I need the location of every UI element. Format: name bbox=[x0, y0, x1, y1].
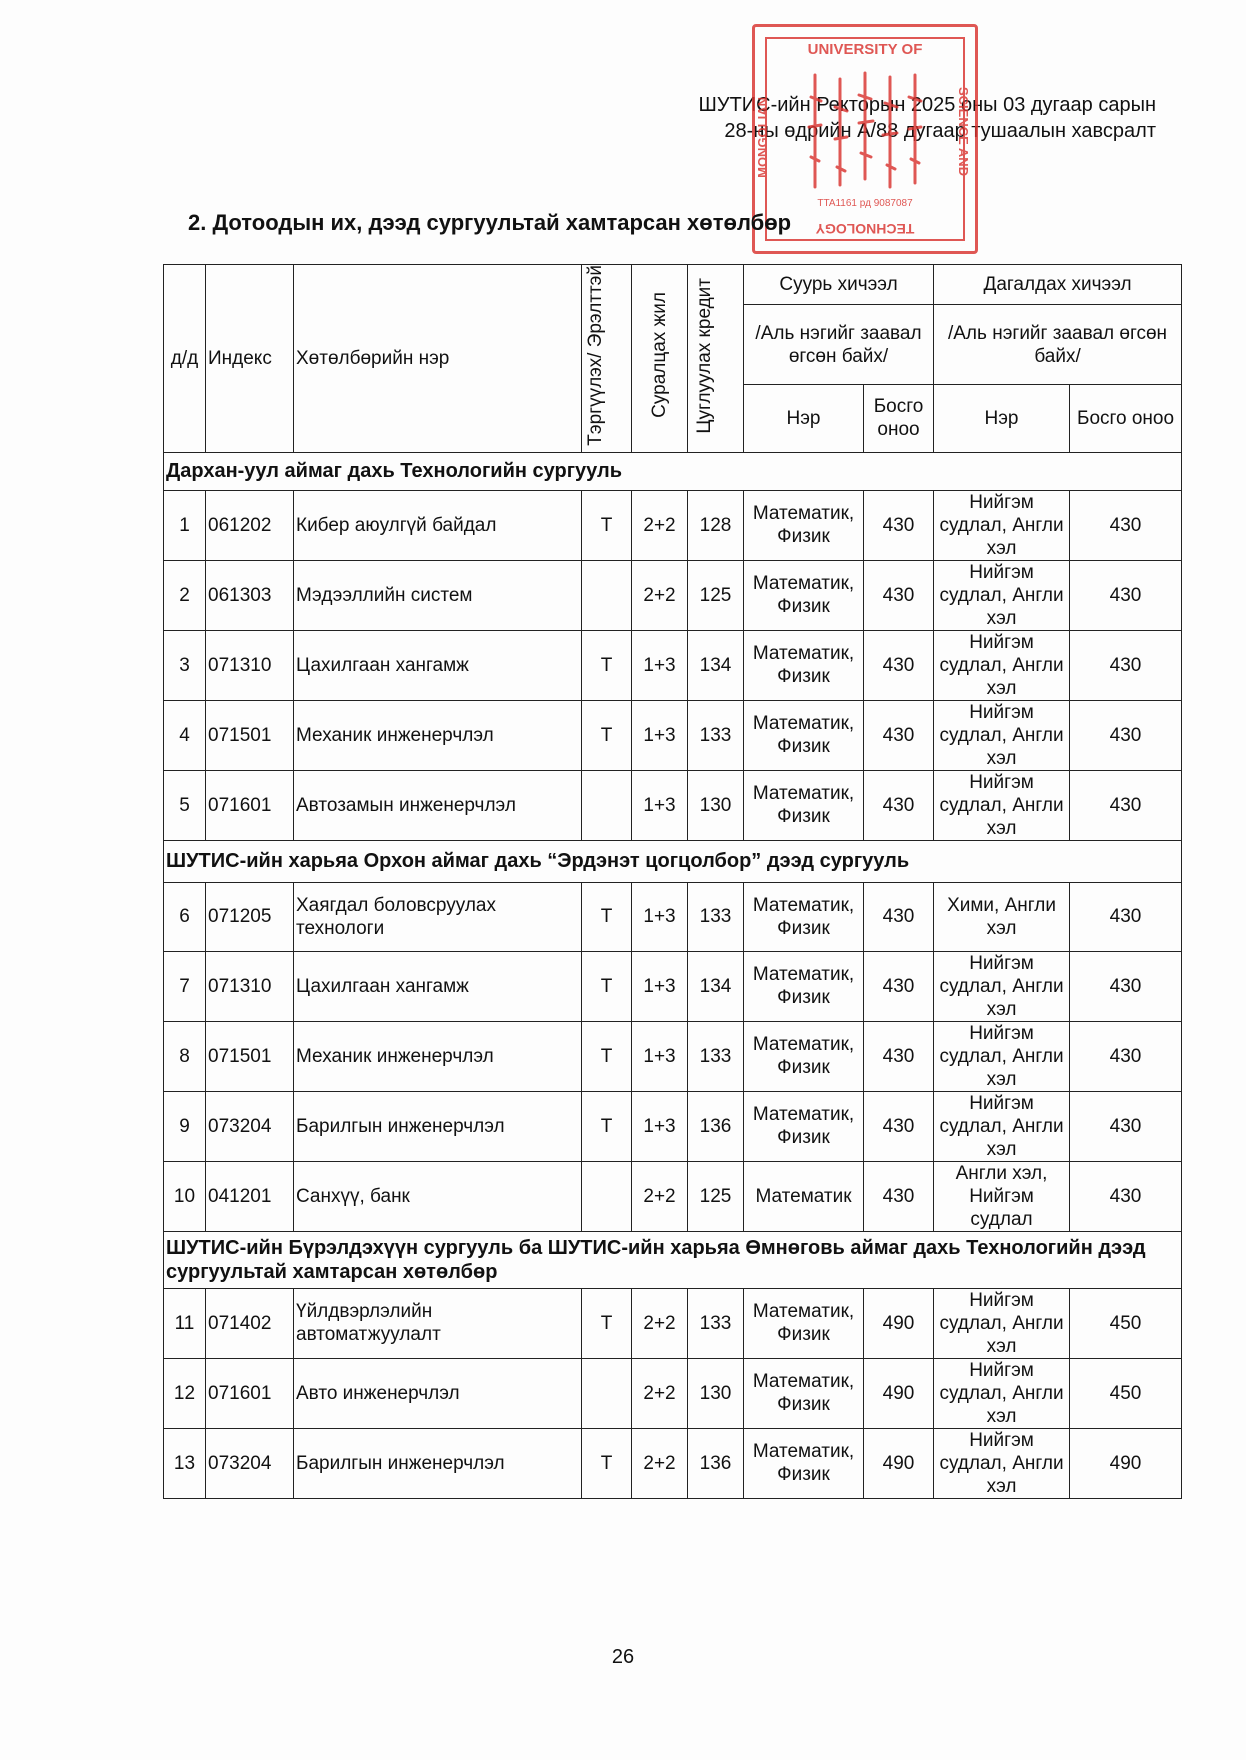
cell-priority: Т bbox=[582, 951, 632, 1021]
cell-years: 2+2 bbox=[632, 1288, 688, 1358]
cell-extra-name: Нийгэм судлал, Англи хэл bbox=[934, 630, 1070, 700]
cell-index: 071601 bbox=[206, 1358, 294, 1428]
cell-extra-name: Нийгэм судлал, Англи хэл bbox=[934, 1428, 1070, 1498]
cell-priority: Т bbox=[582, 1091, 632, 1161]
cell-extra-name: Англи хэл, Нийгэм судлал bbox=[934, 1161, 1070, 1231]
cell-num: 7 bbox=[164, 951, 206, 1021]
group-row bbox=[164, 1231, 1182, 1288]
table-row bbox=[164, 951, 1182, 1021]
stamp-left-text: MONGOLIAN bbox=[755, 97, 770, 178]
cell-extra-score: 430 bbox=[1070, 630, 1182, 700]
cell-num: 13 bbox=[164, 1428, 206, 1498]
cell-program: Авто инженерчлэл bbox=[294, 1358, 582, 1428]
cell-extra-score: 430 bbox=[1070, 770, 1182, 840]
cell-base-score: 430 bbox=[864, 882, 934, 951]
cell-program: Барилгын инженерчлэл bbox=[294, 1428, 582, 1498]
header-credits-label: Цуглуулах кредит bbox=[693, 277, 715, 434]
header-note-line1: ШУТИС-ийн Ректорын 2025 оны 03 дугаар сарын bbox=[698, 94, 1156, 116]
cell-program: Үйлдвэрлэлийн автоматжуулалт bbox=[294, 1288, 582, 1358]
table-row bbox=[164, 1091, 1182, 1161]
cell-extra-name: Нийгэм судлал, Англи хэл bbox=[934, 560, 1070, 630]
cell-index: 073204 bbox=[206, 1428, 294, 1498]
stamp-top-text: UNIVERSITY OF bbox=[807, 41, 923, 58]
header-base-name: Нэр bbox=[744, 385, 864, 453]
header-base-threshold: Босго оноо bbox=[864, 385, 934, 453]
cell-base-name: Математик bbox=[744, 1161, 864, 1231]
cell-priority: Т bbox=[582, 1428, 632, 1498]
cell-num: 10 bbox=[164, 1161, 206, 1231]
header-base-subject: Суурь хичээл bbox=[744, 265, 934, 305]
cell-index: 071205 bbox=[206, 882, 294, 951]
cell-extra-name: Нийгэм судлал, Англи хэл bbox=[934, 1021, 1070, 1091]
cell-credits: 133 bbox=[688, 1288, 744, 1358]
cell-credits: 128 bbox=[688, 490, 744, 560]
group-title: Дархан-уул аймаг дахь Технологийн сургууль bbox=[164, 452, 1182, 490]
table-row bbox=[164, 1021, 1182, 1091]
cell-credits: 125 bbox=[688, 1161, 744, 1231]
cell-extra-name: Нийгэм судлал, Англи хэл bbox=[934, 951, 1070, 1021]
cell-num: 8 bbox=[164, 1021, 206, 1091]
cell-extra-name: Нийгэм судлал, Англи хэл bbox=[934, 770, 1070, 840]
cell-num: 4 bbox=[164, 700, 206, 770]
cell-index: 071310 bbox=[206, 951, 294, 1021]
cell-extra-score: 430 bbox=[1070, 1091, 1182, 1161]
cell-num: 11 bbox=[164, 1288, 206, 1358]
table-row bbox=[164, 560, 1182, 630]
cell-extra-score: 430 bbox=[1070, 951, 1182, 1021]
header-extra-subject: Дагалдах хичээл bbox=[934, 265, 1182, 305]
cell-credits: 130 bbox=[688, 770, 744, 840]
cell-base-score: 490 bbox=[864, 1358, 934, 1428]
programs-table bbox=[163, 264, 1182, 1499]
cell-num: 3 bbox=[164, 630, 206, 700]
table-row bbox=[164, 882, 1182, 951]
cell-index: 061303 bbox=[206, 560, 294, 630]
cell-base-name: Математик, Физик bbox=[744, 951, 864, 1021]
cell-num: 9 bbox=[164, 1091, 206, 1161]
cell-index: 061202 bbox=[206, 490, 294, 560]
cell-extra-name: Нийгэм судлал, Англи хэл bbox=[934, 490, 1070, 560]
cell-years: 1+3 bbox=[632, 770, 688, 840]
cell-program: Цахилгаан хангамж bbox=[294, 951, 582, 1021]
cell-extra-score: 490 bbox=[1070, 1428, 1182, 1498]
header-priority bbox=[582, 265, 632, 453]
cell-base-score: 430 bbox=[864, 1091, 934, 1161]
table-row bbox=[164, 770, 1182, 840]
cell-years: 1+3 bbox=[632, 1091, 688, 1161]
header-extra-threshold: Босго оноо bbox=[1070, 385, 1182, 453]
stamp-bottom-text: TECHNOLOGY bbox=[815, 221, 915, 237]
cell-extra-score: 430 bbox=[1070, 700, 1182, 770]
cell-credits: 133 bbox=[688, 882, 744, 951]
stamp-right-text: SCIENCE AND bbox=[956, 87, 971, 177]
header-base-note: /Аль нэгийг заавал өгсөн байх/ bbox=[744, 305, 934, 385]
header-extra-note: /Аль нэгийг заавал өгсөн байх/ bbox=[934, 305, 1182, 385]
cell-program: Хаягдал боловсруулах технологи bbox=[294, 882, 582, 951]
group-row bbox=[164, 840, 1182, 882]
cell-credits: 130 bbox=[688, 1358, 744, 1428]
cell-years: 2+2 bbox=[632, 1358, 688, 1428]
cell-base-name: Математик, Физик bbox=[744, 560, 864, 630]
cell-index: 071501 bbox=[206, 700, 294, 770]
cell-base-score: 430 bbox=[864, 630, 934, 700]
table-row bbox=[164, 1161, 1182, 1231]
cell-base-name: Математик, Физик bbox=[744, 1091, 864, 1161]
cell-priority bbox=[582, 1161, 632, 1231]
section-title: 2. Дотоодын их, дээд сургуультай хамтарсан хөтөлбөр bbox=[188, 210, 792, 235]
cell-program: Автозамын инженерчлэл bbox=[294, 770, 582, 840]
cell-base-score: 490 bbox=[864, 1288, 934, 1358]
cell-program: Кибер аюулгүй байдал bbox=[294, 490, 582, 560]
cell-program: Механик инженерчлэл bbox=[294, 700, 582, 770]
header-credits bbox=[688, 265, 744, 453]
table-row bbox=[164, 630, 1182, 700]
header-program: Хөтөлбөрийн нэр bbox=[294, 265, 582, 453]
cell-base-score: 430 bbox=[864, 1161, 934, 1231]
cell-years: 2+2 bbox=[632, 1428, 688, 1498]
stamp-mongolian-script-icon bbox=[795, 67, 935, 197]
header-years-label: Суралцах жил bbox=[649, 292, 670, 419]
cell-priority: Т bbox=[582, 882, 632, 951]
cell-extra-name: Нийгэм судлал, Англи хэл bbox=[934, 700, 1070, 770]
cell-extra-name: Нийгэм судлал, Англи хэл bbox=[934, 1091, 1070, 1161]
cell-extra-score: 430 bbox=[1070, 490, 1182, 560]
cell-priority: Т bbox=[582, 490, 632, 560]
cell-credits: 133 bbox=[688, 700, 744, 770]
header-extra-name: Нэр bbox=[934, 385, 1070, 453]
cell-years: 1+3 bbox=[632, 882, 688, 951]
cell-num: 1 bbox=[164, 490, 206, 560]
cell-base-name: Математик, Физик bbox=[744, 1288, 864, 1358]
cell-base-name: Математик, Физик bbox=[744, 490, 864, 560]
header-priority-label: Тэргүүлэх/ Эрэлттэй bbox=[584, 265, 606, 446]
cell-years: 1+3 bbox=[632, 1021, 688, 1091]
cell-priority: Т bbox=[582, 1021, 632, 1091]
group-title: ШУТИС-ийн харьяа Орхон аймаг дахь “Эрдэнэт цогцолбор” дээд сургууль bbox=[164, 840, 1182, 882]
group-row bbox=[164, 452, 1182, 490]
cell-num: 6 bbox=[164, 882, 206, 951]
cell-program: Цахилгаан хангамж bbox=[294, 630, 582, 700]
cell-num: 5 bbox=[164, 770, 206, 840]
cell-years: 1+3 bbox=[632, 700, 688, 770]
cell-extra-name: Нийгэм судлал, Англи хэл bbox=[934, 1358, 1070, 1428]
cell-years: 2+2 bbox=[632, 1161, 688, 1231]
cell-program: Барилгын инженерчлэл bbox=[294, 1091, 582, 1161]
table-row bbox=[164, 1428, 1182, 1498]
cell-base-name: Математик, Физик bbox=[744, 770, 864, 840]
cell-index: 071601 bbox=[206, 770, 294, 840]
cell-base-name: Математик, Физик bbox=[744, 1428, 864, 1498]
cell-index: 073204 bbox=[206, 1091, 294, 1161]
cell-base-name: Математик, Физик bbox=[744, 700, 864, 770]
header-index: Индекс bbox=[206, 265, 294, 453]
cell-base-score: 430 bbox=[864, 700, 934, 770]
page-number: 26 bbox=[611, 1646, 635, 1668]
cell-base-score: 430 bbox=[864, 770, 934, 840]
cell-credits: 134 bbox=[688, 630, 744, 700]
table-row bbox=[164, 700, 1182, 770]
table-body bbox=[164, 452, 1182, 1498]
cell-priority bbox=[582, 770, 632, 840]
cell-priority: Т bbox=[582, 700, 632, 770]
cell-index: 071501 bbox=[206, 1021, 294, 1091]
cell-base-score: 490 bbox=[864, 1428, 934, 1498]
header-num: д/д bbox=[164, 265, 206, 453]
header-years bbox=[632, 265, 688, 453]
cell-years: 2+2 bbox=[632, 490, 688, 560]
cell-extra-score: 430 bbox=[1070, 1161, 1182, 1231]
cell-priority: Т bbox=[582, 1288, 632, 1358]
cell-extra-score: 430 bbox=[1070, 560, 1182, 630]
table-row bbox=[164, 490, 1182, 560]
cell-extra-score: 450 bbox=[1070, 1288, 1182, 1358]
table-row bbox=[164, 1358, 1182, 1428]
cell-num: 2 bbox=[164, 560, 206, 630]
cell-years: 1+3 bbox=[632, 630, 688, 700]
group-title: ШУТИС-ийн Бүрэлдэхүүн сургууль ба ШУТИС-ийн харьяа Өмнөговь аймаг дахь Технологийн дээд сургуультай хамтарсан хөтөлбөр bbox=[164, 1231, 1182, 1288]
cell-base-score: 430 bbox=[864, 1021, 934, 1091]
cell-credits: 134 bbox=[688, 951, 744, 1021]
cell-base-name: Математик, Физик bbox=[744, 1358, 864, 1428]
cell-base-name: Математик, Физик bbox=[744, 882, 864, 951]
cell-program: Санхүү, банк bbox=[294, 1161, 582, 1231]
cell-priority bbox=[582, 560, 632, 630]
cell-years: 1+3 bbox=[632, 951, 688, 1021]
cell-credits: 136 bbox=[688, 1428, 744, 1498]
cell-extra-name: Нийгэм судлал, Англи хэл bbox=[934, 1288, 1070, 1358]
cell-extra-score: 450 bbox=[1070, 1358, 1182, 1428]
cell-program: Механик инженерчлэл bbox=[294, 1021, 582, 1091]
cell-extra-score: 430 bbox=[1070, 882, 1182, 951]
cell-index: 041201 bbox=[206, 1161, 294, 1231]
cell-program: Мэдээллийн систем bbox=[294, 560, 582, 630]
cell-extra-score: 430 bbox=[1070, 1021, 1182, 1091]
cell-index: 071310 bbox=[206, 630, 294, 700]
cell-years: 2+2 bbox=[632, 560, 688, 630]
cell-base-score: 430 bbox=[864, 560, 934, 630]
cell-priority: Т bbox=[582, 630, 632, 700]
cell-credits: 136 bbox=[688, 1091, 744, 1161]
cell-index: 071402 bbox=[206, 1288, 294, 1358]
stamp-code-text: TTA1161 рд 9087087 bbox=[817, 198, 913, 209]
cell-base-name: Математик, Физик bbox=[744, 630, 864, 700]
cell-base-score: 430 bbox=[864, 951, 934, 1021]
cell-base-name: Математик, Физик bbox=[744, 1021, 864, 1091]
cell-num: 12 bbox=[164, 1358, 206, 1428]
table-row bbox=[164, 1288, 1182, 1358]
header-note-line2: 28-ны өдрийн А/88 дугаар тушаалын хавсралт bbox=[724, 120, 1156, 142]
cell-priority bbox=[582, 1358, 632, 1428]
cell-credits: 125 bbox=[688, 560, 744, 630]
cell-extra-name: Хими, Англи хэл bbox=[934, 882, 1070, 951]
cell-credits: 133 bbox=[688, 1021, 744, 1091]
cell-base-score: 430 bbox=[864, 490, 934, 560]
